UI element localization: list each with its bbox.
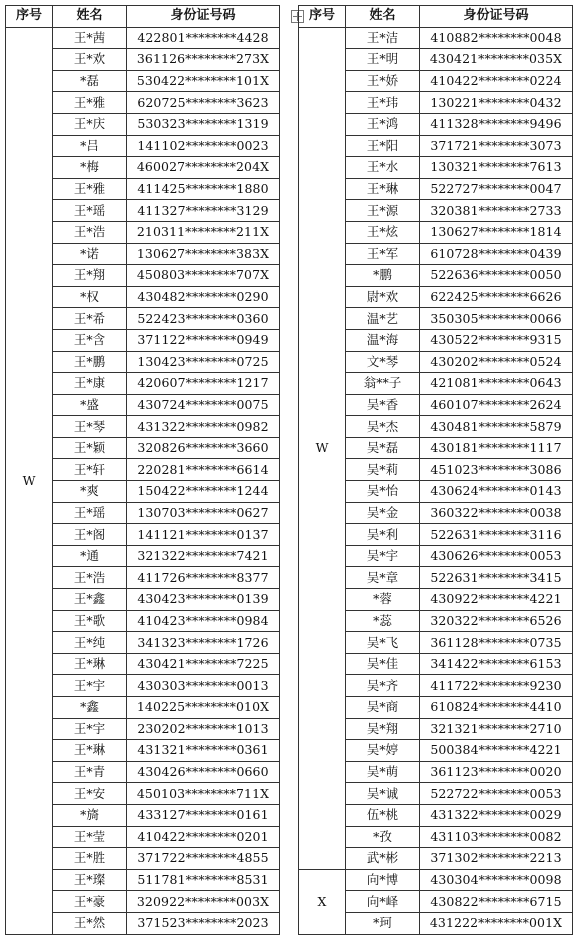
person-name: 尉*欢 <box>346 286 420 308</box>
id-number: 433127********0161 <box>127 804 280 826</box>
person-name: 王*宇 <box>53 675 127 697</box>
id-number: 220281********6614 <box>127 459 280 481</box>
id-number: 430724********0075 <box>127 394 280 416</box>
person-name: *磊 <box>53 70 127 92</box>
id-number: 320322********6526 <box>420 610 573 632</box>
id-number: 430626********0053 <box>420 545 573 567</box>
id-number: 130627********383X <box>127 243 280 265</box>
id-number: 410882********0048 <box>420 27 573 49</box>
header-no: 序号 <box>6 6 53 28</box>
id-number: 321321********2710 <box>420 718 573 740</box>
person-name: 王*璨 <box>53 869 127 891</box>
id-number: 422801********4428 <box>127 27 280 49</box>
id-number: 411328********9496 <box>420 113 573 135</box>
id-number: 371523********2023 <box>127 912 280 934</box>
person-name: 王*琳 <box>346 178 420 200</box>
roster-table-left <box>5 5 280 935</box>
person-name: 王*茜 <box>53 27 127 49</box>
person-name: 王*瑶 <box>53 200 127 222</box>
person-name: 王*洁 <box>346 27 420 49</box>
id-number: 320381********2733 <box>420 200 573 222</box>
person-name: 王*希 <box>53 308 127 330</box>
id-number: 431322********0982 <box>127 416 280 438</box>
group-letter: W <box>299 27 346 869</box>
person-name: 王*鹏 <box>53 351 127 373</box>
id-number: 522727********0047 <box>420 178 573 200</box>
person-name: 向*博 <box>346 869 420 891</box>
person-name: 吴*利 <box>346 524 420 546</box>
person-name: 向*峄 <box>346 891 420 913</box>
group-letter: W <box>6 27 53 934</box>
person-name: 吴*宇 <box>346 545 420 567</box>
person-name: *蕊 <box>346 610 420 632</box>
id-number: 430522********9315 <box>420 329 573 351</box>
person-name: 王*纯 <box>53 632 127 654</box>
person-name: 吴*飞 <box>346 632 420 654</box>
id-number: 620725********3623 <box>127 92 280 114</box>
id-number: 430423********0139 <box>127 589 280 611</box>
id-number: 431103********0082 <box>420 826 573 848</box>
id-number: 430624********0143 <box>420 481 573 503</box>
id-number: 610728********0439 <box>420 243 573 265</box>
person-name: 王*莹 <box>53 826 127 848</box>
person-name: 王*军 <box>346 243 420 265</box>
id-number: 431322********0029 <box>420 804 573 826</box>
id-number: 511781********8531 <box>127 869 280 891</box>
id-number: 430202********0524 <box>420 351 573 373</box>
header-id: 身份证号码 <box>420 6 573 28</box>
person-name: 王*琳 <box>53 653 127 675</box>
person-name: *旖 <box>53 804 127 826</box>
person-name: 王*胜 <box>53 848 127 870</box>
person-name: 王*欢 <box>53 49 127 71</box>
id-number: 430822********6715 <box>420 891 573 913</box>
id-number: 321322********7421 <box>127 545 280 567</box>
id-number: 411722********9230 <box>420 675 573 697</box>
id-number: 410423********0984 <box>127 610 280 632</box>
id-number: 610824********4410 <box>420 697 573 719</box>
id-number: 410422********0224 <box>420 70 573 92</box>
person-name: 吴*萌 <box>346 761 420 783</box>
header-row <box>6 6 280 28</box>
header-name: 姓名 <box>346 6 420 28</box>
person-name: 王*明 <box>346 49 420 71</box>
id-number: 430304********0098 <box>420 869 573 891</box>
id-number: 371302********2213 <box>420 848 573 870</box>
person-name: 王*琴 <box>53 416 127 438</box>
id-number: 450103********711X <box>127 783 280 805</box>
id-number: 622425********6626 <box>420 286 573 308</box>
id-number: 430481********5879 <box>420 416 573 438</box>
id-number: 530422********101X <box>127 70 280 92</box>
header-row <box>299 6 573 28</box>
person-name: 文*琴 <box>346 351 420 373</box>
person-name: *诺 <box>53 243 127 265</box>
person-name: *梅 <box>53 157 127 179</box>
id-number: 360322********0038 <box>420 502 573 524</box>
person-name: 王*阁 <box>53 524 127 546</box>
person-name: 吴*章 <box>346 567 420 589</box>
person-name: 温*海 <box>346 329 420 351</box>
person-name: 王*康 <box>53 373 127 395</box>
id-number: 430482********0290 <box>127 286 280 308</box>
id-number: 210311********211X <box>127 221 280 243</box>
person-name: 王*源 <box>346 200 420 222</box>
id-number: 451023********3086 <box>420 459 573 481</box>
person-name: *鑫 <box>53 697 127 719</box>
id-number: 130703********0627 <box>127 502 280 524</box>
person-name: *吕 <box>53 135 127 157</box>
id-number: 522631********3415 <box>420 567 573 589</box>
id-number: 430922********4221 <box>420 589 573 611</box>
id-number: 130321********7613 <box>420 157 573 179</box>
person-name: 王*豪 <box>53 891 127 913</box>
header-no: 序号 <box>299 6 346 28</box>
id-number: 371122********0949 <box>127 329 280 351</box>
id-number: 341323********1726 <box>127 632 280 654</box>
id-number: 361128********0735 <box>420 632 573 654</box>
person-name: 王*翔 <box>53 265 127 287</box>
id-number: 411726********8377 <box>127 567 280 589</box>
person-name: 王*娇 <box>346 70 420 92</box>
id-number: 450803********707X <box>127 265 280 287</box>
person-name: 王*然 <box>53 912 127 934</box>
id-number: 320922********003X <box>127 891 280 913</box>
id-number: 140225********010X <box>127 697 280 719</box>
person-name: 王*青 <box>53 761 127 783</box>
id-number: 522423********0360 <box>127 308 280 330</box>
id-number: 410422********0201 <box>127 826 280 848</box>
person-name: 温*艺 <box>346 308 420 330</box>
person-name: 王*炫 <box>346 221 420 243</box>
id-number: 430426********0660 <box>127 761 280 783</box>
person-name: *盛 <box>53 394 127 416</box>
id-number: 361126********273X <box>127 49 280 71</box>
person-name: *权 <box>53 286 127 308</box>
person-name: 王*浩 <box>53 567 127 589</box>
id-number: 411425********1880 <box>127 178 280 200</box>
person-name: 王*瑶 <box>53 502 127 524</box>
person-name: *爽 <box>53 481 127 503</box>
person-name: 王*雅 <box>53 92 127 114</box>
person-name: 吴*齐 <box>346 675 420 697</box>
person-name: 武*彬 <box>346 848 420 870</box>
id-number: 430421********035X <box>420 49 573 71</box>
id-number: 130627********1814 <box>420 221 573 243</box>
id-number: 460027********204X <box>127 157 280 179</box>
group-letter: X <box>299 869 346 934</box>
id-number: 522636********0050 <box>420 265 573 287</box>
id-number: 230202********1013 <box>127 718 280 740</box>
person-name: 王*鑫 <box>53 589 127 611</box>
id-number: 361123********0020 <box>420 761 573 783</box>
person-name: 王*阳 <box>346 135 420 157</box>
person-name: 王*宇 <box>53 718 127 740</box>
id-number: 371721********3073 <box>420 135 573 157</box>
id-number: 341422********6153 <box>420 653 573 675</box>
person-name: 吴*翔 <box>346 718 420 740</box>
id-number: 411327********3129 <box>127 200 280 222</box>
id-number: 141121********0137 <box>127 524 280 546</box>
id-number: 431222********001X <box>420 912 573 934</box>
person-name: 翁**子 <box>346 373 420 395</box>
id-number: 421081********0643 <box>420 373 573 395</box>
person-name: 王*安 <box>53 783 127 805</box>
id-number: 150422********1244 <box>127 481 280 503</box>
id-number: 320826********3660 <box>127 437 280 459</box>
person-name: 吴*金 <box>346 502 420 524</box>
person-name: 吴*莉 <box>346 459 420 481</box>
person-name: 伍*桃 <box>346 804 420 826</box>
person-name: 王*水 <box>346 157 420 179</box>
person-name: *孜 <box>346 826 420 848</box>
id-number: 460107********2624 <box>420 394 573 416</box>
person-name: 王*雅 <box>53 178 127 200</box>
id-number: 141102********0023 <box>127 135 280 157</box>
person-name: 王*轩 <box>53 459 127 481</box>
person-name: 王*浩 <box>53 221 127 243</box>
id-number: 350305********0066 <box>420 308 573 330</box>
person-name: 吴*婷 <box>346 740 420 762</box>
person-name: 吴*香 <box>346 394 420 416</box>
person-name: 王*庆 <box>53 113 127 135</box>
person-name: 吴*磊 <box>346 437 420 459</box>
id-number: 130221********0432 <box>420 92 573 114</box>
person-name: 王*含 <box>53 329 127 351</box>
id-number: 522722********0053 <box>420 783 573 805</box>
id-number: 420607********1217 <box>127 373 280 395</box>
person-name: 王*颖 <box>53 437 127 459</box>
person-name: 吴*商 <box>346 697 420 719</box>
id-number: 430421********7225 <box>127 653 280 675</box>
person-name: 吴*佳 <box>346 653 420 675</box>
table-row <box>299 869 573 891</box>
id-number: 530323********1319 <box>127 113 280 135</box>
person-name: 吴*怡 <box>346 481 420 503</box>
person-name: *珂 <box>346 912 420 934</box>
header-id: 身份证号码 <box>127 6 280 28</box>
person-name: *蓉 <box>346 589 420 611</box>
person-name: 吴*诚 <box>346 783 420 805</box>
person-name: 王*琳 <box>53 740 127 762</box>
id-number: 371722********4855 <box>127 848 280 870</box>
id-number: 430181********1117 <box>420 437 573 459</box>
id-number: 130423********0725 <box>127 351 280 373</box>
table-row <box>299 27 573 49</box>
table-row <box>6 27 280 49</box>
id-number: 522631********3116 <box>420 524 573 546</box>
person-name: 吴*杰 <box>346 416 420 438</box>
id-number: 500384********4221 <box>420 740 573 762</box>
person-name: 王*歌 <box>53 610 127 632</box>
person-name: *通 <box>53 545 127 567</box>
roster-table-right <box>298 5 573 935</box>
person-name: 王*玮 <box>346 92 420 114</box>
header-name: 姓名 <box>53 6 127 28</box>
person-name: 王*鸿 <box>346 113 420 135</box>
id-number: 430303********0013 <box>127 675 280 697</box>
id-number: 431321********0361 <box>127 740 280 762</box>
person-name: *鹏 <box>346 265 420 287</box>
